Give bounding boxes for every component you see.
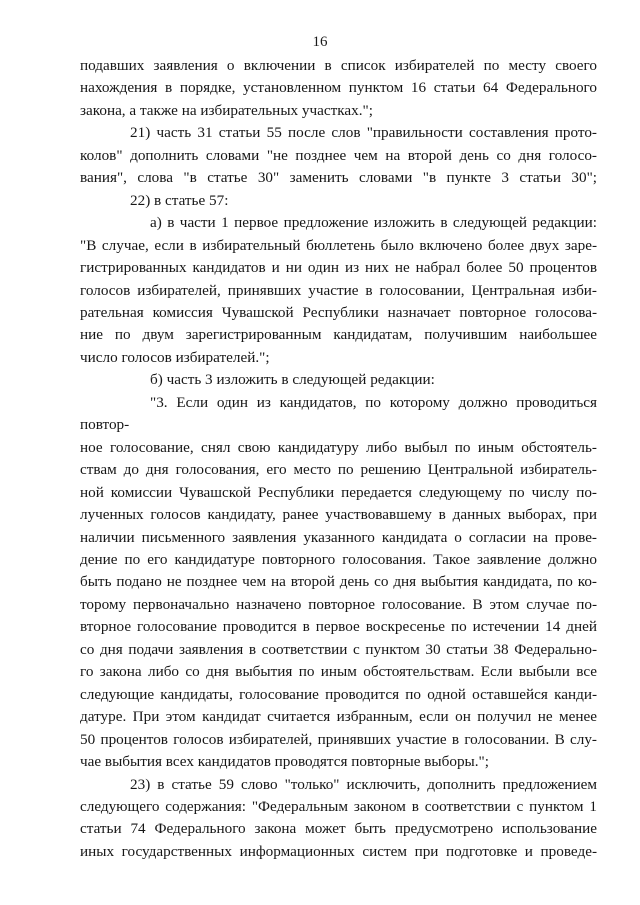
text-line: рательная комиссия Чувашской Республики назначает повторное голосова- (80, 303, 597, 321)
text-line: 23) в статье 59 слово "только" исключить, дополнить предложением (130, 775, 597, 793)
text-line: ное голосование, снял свою кандидатуру либо выбыл по иным обстоятель- (80, 438, 597, 456)
text-line: 22) в статье 57: (130, 191, 229, 209)
text-line: чае выбытия всех кандидатов проводятся повторные выборы."; (80, 753, 489, 771)
text-line: ствам до дня голосования, его место по решению Центральной избиратель- (80, 461, 597, 479)
text-line: следующие кандидаты, голосование проводится по одной оставшейся канди- (80, 685, 597, 703)
text-line: 21) часть 31 статьи 55 после слов "правильности составления прото- (130, 124, 597, 142)
text-line: вания", слова "в статье 30" заменить словами "в пункте 3 статьи 30"; (80, 169, 597, 187)
text-line: нахождения в порядке, установленном пунктом 16 статьи 64 Федерального (80, 79, 597, 97)
text-line: гистрированных кандидатов и ни один из них не набрал более 50 процентов (80, 259, 597, 277)
text-line: подавших заявления о включении в список избирателей по месту своего (80, 57, 597, 74)
text-line: закона, а также на избирательных участках."; (80, 101, 373, 119)
text-line: торому первоначально назначено повторное голосование. В этом случае по- (80, 595, 597, 613)
text-line: следующего содержания: "Федеральным законом в соответствии с пунктом 1 (80, 797, 597, 815)
text-line: "В случае, если в избирательный бюллетень было включено более двух заре- (80, 236, 597, 254)
text-line: ной комиссии Чувашской Республики передается следующему по числу по- (80, 483, 597, 501)
text-line: датуре. При этом кандидат считается избранным, если он получил не менее (80, 708, 597, 726)
page-number: 16 (312, 34, 328, 50)
text-line: колов" дополнить словами "не позднее чем на второй день со дня голосо- (80, 146, 597, 164)
text-line: б) часть 3 изложить в следующей редакции: (150, 371, 435, 389)
text-line: наличии письменного заявления указанного кандидата о согласии на прове- (80, 528, 597, 546)
document-body (80, 55, 597, 863)
text-line: а) в части 1 первое предложение изложить в следующей редакции: (150, 214, 597, 232)
text-line: го закона либо со дня выбытия по иным обстоятельствам. Если выбыли все (80, 663, 597, 681)
text-line: лученных голосов кандидату, ранее участвовавшему в данных выборах, при (80, 506, 597, 524)
text-line: статьи 74 Федерального закона может быть предусмотрено использование (80, 820, 597, 838)
text-line: вторное голосование проводится в первое воскресенье по истечении 14 дней (80, 618, 597, 636)
text-line: дение по его кандидатуре повторного голосования. Такое заявление должно (80, 550, 597, 568)
text-line: "3. Если один из кандидатов, по которому должно проводиться повтор- (80, 393, 597, 434)
text-line: 50 процентов голосов избирателей, принявших участие в голосовании. В слу- (80, 730, 597, 748)
text-line: ние по двум зарегистрированным кандидатам, получившим наибольшее (80, 326, 597, 344)
text-line: со дня подачи заявления в соответствии с пунктом 30 статьи 38 Федерально- (80, 640, 597, 658)
text-line: число голосов избирателей."; (80, 348, 270, 366)
text-line: быть подано не позднее чем на второй день со дня выбытия кандидата, по ко- (80, 573, 597, 591)
text-line: голосов избирателей, принявших участие в голосовании, Центральная изби- (80, 281, 597, 299)
text-line: иных государственных информационных систем при подготовке и проведе- (80, 842, 597, 860)
